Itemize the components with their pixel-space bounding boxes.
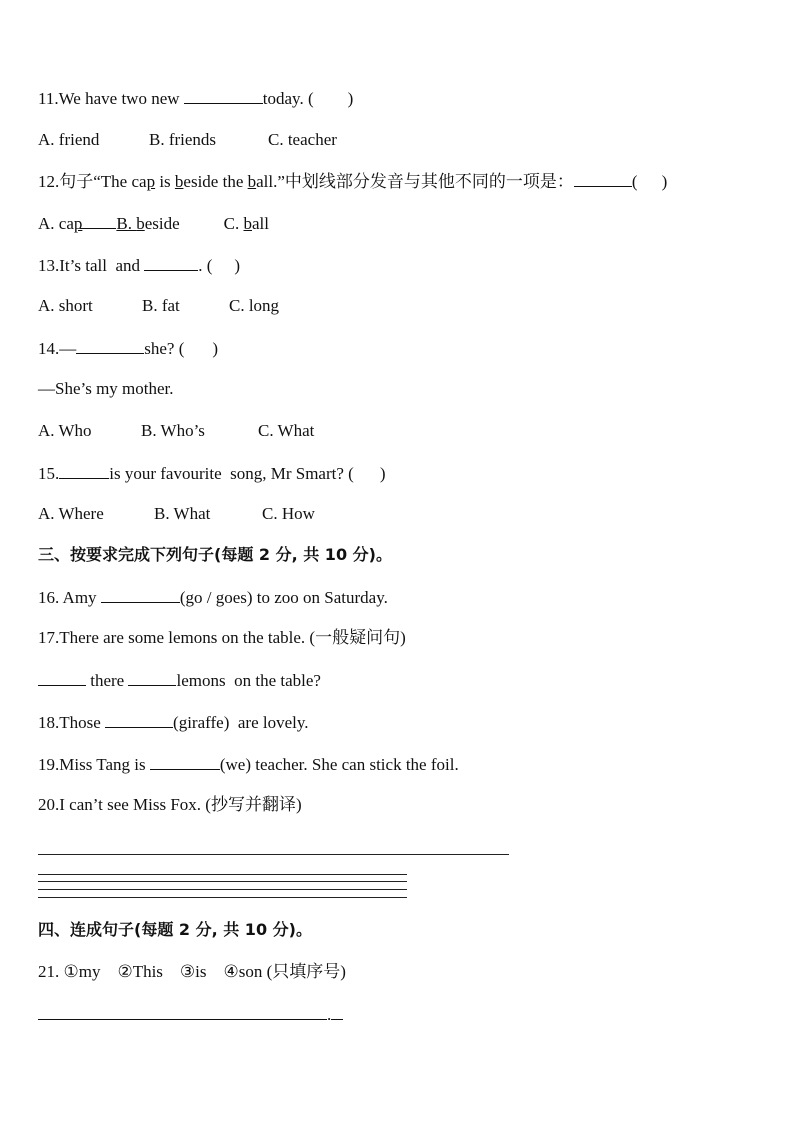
q12-underlined-b2: b bbox=[247, 172, 257, 191]
q17-answer-blank-1[interactable] bbox=[38, 670, 86, 686]
q16-answer-blank[interactable] bbox=[101, 587, 180, 603]
q17-answer-line bbox=[38, 670, 321, 691]
q17-text-a: there bbox=[86, 671, 129, 690]
q13-text-a: 13.It’s tall and bbox=[38, 256, 145, 275]
q15-text-b: is your favourite song, Mr Smart? ( bbox=[109, 464, 354, 483]
q12-option-c: C. bbox=[223, 214, 244, 233]
q19-text-b: (we) teacher. She can stick the foil. bbox=[219, 755, 459, 774]
q14-option-c: C. What bbox=[258, 421, 315, 440]
q20-answer-line-1[interactable] bbox=[38, 854, 509, 855]
q21-period: . bbox=[327, 1005, 332, 1024]
q11-option-c: C. teacher bbox=[268, 130, 337, 149]
q11-text-b: today. ( bbox=[262, 89, 314, 108]
q21-answer-line bbox=[38, 1004, 343, 1025]
q11-option-a: A. friend bbox=[38, 130, 100, 149]
q12-underlined-p: p bbox=[146, 172, 156, 191]
q14-reply: —She’s my mother. bbox=[38, 379, 174, 398]
q11-text-c: ) bbox=[347, 89, 354, 108]
q12-option-c-underlined: b bbox=[243, 214, 252, 233]
question-21: 21. ①my ②This ③is ④son (只填序号) bbox=[38, 962, 346, 981]
q12-option-b-underlined: b bbox=[136, 214, 145, 233]
q12-text-d: all.”中划线部分发音与其他不同的一项是： bbox=[256, 172, 574, 191]
question-11 bbox=[38, 88, 353, 109]
q12-text-f: ) bbox=[661, 172, 668, 191]
q18-text-b: (giraffe) are lovely. bbox=[173, 713, 309, 732]
q11-number: 11. bbox=[38, 89, 59, 108]
q12-option-c-rest: all bbox=[252, 214, 269, 233]
q15-option-b: B. What bbox=[154, 504, 211, 523]
q14-text-a: 14.— bbox=[38, 339, 77, 358]
q15-answer-blank[interactable] bbox=[59, 463, 109, 479]
section-4-heading: 四、连成句子(每题 2 分, 共 10 分)。 bbox=[38, 920, 312, 939]
q15-options bbox=[38, 504, 315, 524]
q12-answer-blank[interactable] bbox=[574, 171, 632, 187]
q11-answer-blank[interactable] bbox=[184, 88, 263, 104]
q14-text-b: she? ( bbox=[144, 339, 185, 358]
q12-option-b-rest: eside bbox=[144, 214, 180, 233]
q13-options bbox=[38, 296, 279, 316]
q11-option-b: B. friends bbox=[149, 130, 217, 149]
q19-text-a: 19.Miss Tang is bbox=[38, 755, 150, 774]
q13-answer-blank[interactable] bbox=[144, 255, 198, 271]
question-14 bbox=[38, 338, 218, 359]
q11-text-a: We have two new bbox=[58, 89, 184, 108]
q12-option-a: A. ca bbox=[38, 214, 74, 233]
q16-text-b: (go / goes) to zoo on Saturday. bbox=[179, 588, 388, 607]
q12-text-a: 12.句子“The ca bbox=[38, 172, 147, 191]
q12-text-b: is bbox=[155, 172, 175, 191]
q17-answer-blank-2[interactable] bbox=[128, 670, 176, 686]
q18-answer-blank[interactable] bbox=[105, 712, 173, 728]
q17-text-b: lemons on the table? bbox=[176, 671, 321, 690]
q19-answer-blank[interactable] bbox=[150, 754, 220, 770]
q20-answer-line-3[interactable] bbox=[38, 881, 407, 882]
question-16 bbox=[38, 587, 388, 608]
q18-text-a: 18.Those bbox=[38, 713, 106, 732]
q21-answer-blank-tail bbox=[331, 1004, 343, 1020]
q12-option-a-underlined: p bbox=[73, 214, 83, 233]
q13-option-c: C. long bbox=[229, 296, 280, 315]
section-3-heading: 三、按要求完成下列句子(每题 2 分, 共 10 分)。 bbox=[38, 545, 392, 564]
q14-options bbox=[38, 421, 314, 441]
q12-option-spacer-line bbox=[80, 213, 116, 229]
q15-option-a: A. Where bbox=[38, 504, 104, 523]
q12-underlined-b1: b bbox=[174, 172, 184, 191]
q14-answer-blank[interactable] bbox=[76, 338, 144, 354]
q11-options bbox=[38, 130, 337, 150]
q20-answer-line-2[interactable] bbox=[38, 874, 407, 875]
q13-option-b: B. fat bbox=[142, 296, 180, 315]
q20-answer-line-4[interactable] bbox=[38, 889, 407, 890]
question-12 bbox=[38, 171, 667, 192]
q12-options bbox=[38, 213, 269, 234]
question-19 bbox=[38, 754, 459, 775]
question-17: 17.There are some lemons on the table. (一般疑问句) bbox=[38, 628, 406, 647]
q16-text-a: 16. Amy bbox=[38, 588, 101, 607]
q14-text-c: ) bbox=[212, 339, 219, 358]
q21-answer-blank[interactable] bbox=[38, 1004, 327, 1020]
q15-option-c: C. How bbox=[262, 504, 315, 523]
q14-option-a: A. Who bbox=[38, 421, 92, 440]
q20-answer-line-5[interactable] bbox=[38, 897, 407, 898]
q12-text-c: eside the bbox=[183, 172, 248, 191]
q12-text-e: ( bbox=[631, 172, 638, 191]
q15-text-a: 15. bbox=[38, 464, 60, 483]
q13-text-c: ) bbox=[234, 256, 241, 275]
question-13 bbox=[38, 255, 240, 276]
q12-option-b: B. bbox=[116, 214, 137, 233]
q15-text-c: ) bbox=[379, 464, 386, 483]
q13-text-b: . ( bbox=[198, 256, 213, 275]
question-18 bbox=[38, 712, 309, 733]
q13-option-a: A. short bbox=[38, 296, 93, 315]
q14-option-b: B. Who’s bbox=[141, 421, 205, 440]
question-15 bbox=[38, 463, 386, 484]
question-20: 20.I can’t see Miss Fox. (抄写并翻译) bbox=[38, 795, 302, 814]
